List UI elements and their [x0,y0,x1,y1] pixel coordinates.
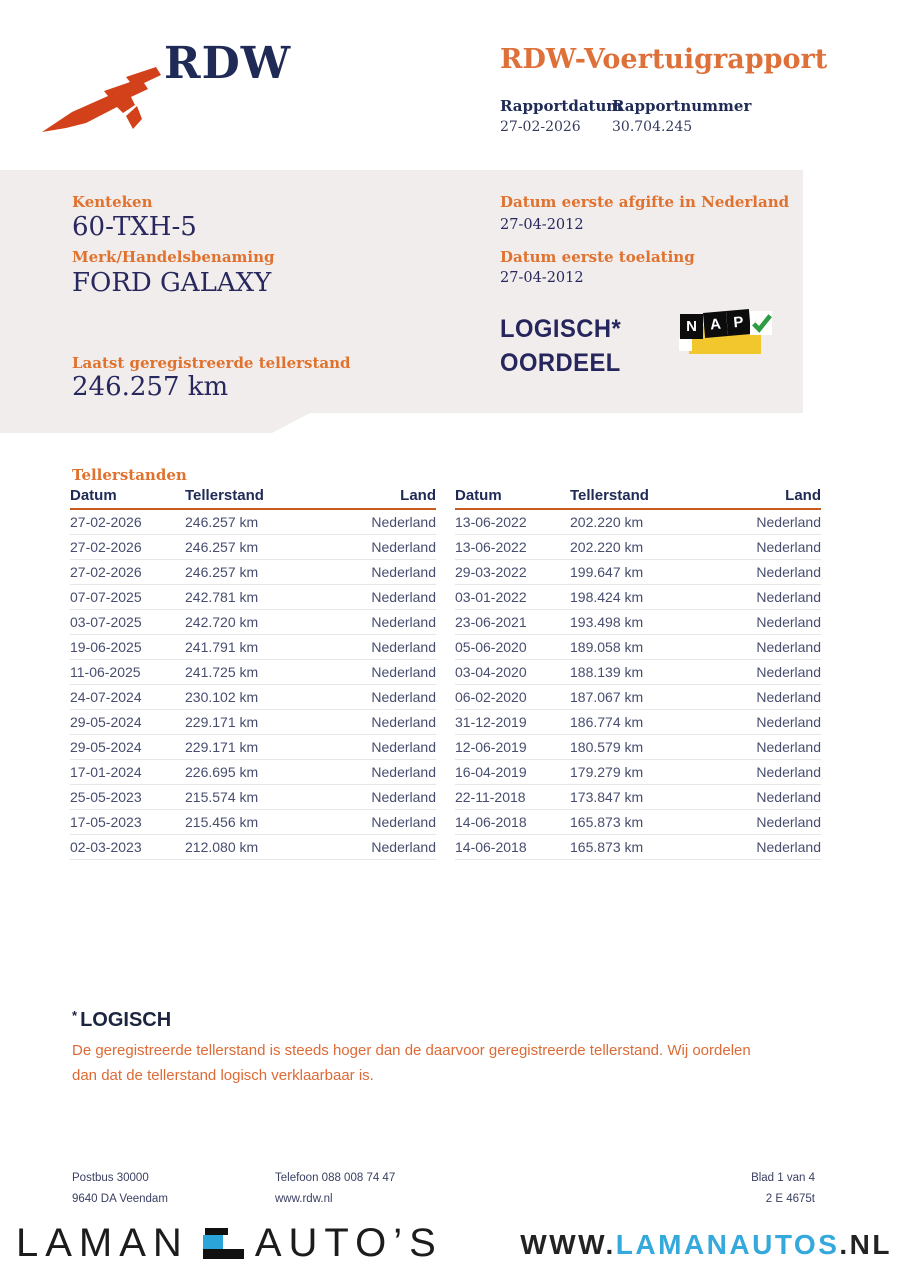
rdw-wordmark: RDW [164,38,292,89]
table-cell: 27-02-2026 [70,514,142,530]
autos-text: AUTO’S [254,1221,443,1265]
table-cell: 24-07-2024 [70,689,142,705]
table-row [70,785,436,810]
logisch-note-text: De geregistreerde tellerstand is steeds hoger dan de daarvoor geregistreerde tellerstand. Wij oordelen dan dat de tellerstand logisch verklaarbaar is. [72,1042,751,1084]
table-header-row [455,487,821,510]
table-cell: 215.574 km [185,789,259,805]
table-cell: 12-06-2019 [455,739,527,755]
table-row [455,510,821,535]
table-cell: Nederland [371,614,436,630]
table-cell: 193.498 km [570,614,644,630]
table-row [70,585,436,610]
table-cell: 27-02-2026 [70,564,142,580]
table-cell: Nederland [371,764,436,780]
table-cell: 05-06-2020 [455,639,527,655]
table-cell: 186.774 km [570,714,644,730]
url-suffix: .NL [839,1229,892,1260]
table-row [70,535,436,560]
table-cell: Nederland [756,789,821,805]
table-cell: 16-04-2019 [455,764,527,780]
report-number-value: 30.704.245 [612,119,693,135]
table-cell: 165.873 km [570,839,644,855]
table-cell: 25-05-2023 [70,789,142,805]
logisch-note-title-text: LOGISCH [80,1009,172,1031]
table-cell: 22-11-2018 [455,789,526,805]
column-header-datum: Datum [70,487,117,504]
oordeel-line2: OORDEEL [500,349,621,377]
table-cell: 180.579 km [570,739,644,755]
kenteken-label: Kenteken [72,193,153,211]
table-row [70,835,436,860]
table-cell: Nederland [371,739,436,755]
table-cell: 202.220 km [570,539,644,555]
table-cell: 202.220 km [570,514,644,530]
table-cell: 226.695 km [185,764,259,780]
table-cell: Nederland [756,589,821,605]
table-cell: Nederland [756,664,821,680]
table-cell: Nederland [371,789,436,805]
footer-city-clipped: 9640 DA Veendam [72,1193,168,1202]
footer-website-clipped: www.rdw.nl [275,1193,333,1202]
table-cell: 31-12-2019 [455,714,527,730]
table-body [70,510,436,860]
column-header-land: Land [785,487,821,504]
table-cell: 242.720 km [185,614,259,630]
table-cell: 246.257 km [185,564,259,580]
table-cell: 241.725 km [185,664,259,680]
laman-mark-blue-square [203,1235,223,1249]
table-cell: Nederland [371,514,436,530]
oordeel-verdict [500,312,621,380]
table-cell: 13-06-2022 [455,539,527,555]
table-cell: 13-06-2022 [455,514,527,530]
table-cell: Nederland [371,639,436,655]
footer-postbus: Postbus 30000 [72,1172,149,1184]
column-header-tellerstand: Tellerstand [185,487,264,504]
table-row [70,685,436,710]
footer-form-code-clipped: 2 E 4675t [765,1193,815,1202]
toelating-label: Datum eerste toelating [500,248,695,266]
table-row [455,760,821,785]
report-number-label: Rapportnummer [612,97,752,115]
table-cell: 03-07-2025 [70,614,142,630]
table-cell: 246.257 km [185,514,259,530]
odometer-table-right [455,487,821,860]
table-cell: 14-06-2018 [455,814,527,830]
table-cell: 215.456 km [185,814,259,830]
table-cell: 14-06-2018 [455,839,527,855]
nap-checkmark-icon [750,311,772,335]
table-cell: Nederland [756,539,821,555]
oordeel-line1: LOGISCH* [500,315,622,343]
table-cell: Nederland [371,839,436,855]
footer-page-number: Blad 1 van 4 [751,1172,815,1184]
table-row [70,510,436,535]
table-cell: 199.647 km [570,564,644,580]
table-cell: 173.847 km [570,789,644,805]
table-cell: 17-05-2023 [70,814,142,830]
table-cell: 189.058 km [570,639,644,655]
table-row [70,560,436,585]
table-cell: 17-01-2024 [70,764,142,780]
table-cell: Nederland [756,514,821,530]
table-cell: Nederland [756,714,821,730]
table-cell: 06-02-2020 [455,689,527,705]
table-cell: Nederland [371,589,436,605]
logisch-note-title [72,1008,171,1032]
table-row [70,710,436,735]
table-cell: 241.791 km [185,639,259,655]
column-header-datum: Datum [455,487,502,504]
toelating-value: 27-04-2012 [500,270,584,286]
laman-mark-bottom-bar [203,1249,244,1259]
table-row [455,835,821,860]
table-row [455,735,821,760]
kenteken-value: 60-TXH-5 [72,212,197,242]
table-cell: Nederland [371,814,436,830]
table-cell: 229.171 km [185,739,259,755]
table-cell: 188.139 km [570,664,644,680]
report-date-label: Rapportdatum [500,97,623,115]
table-row [455,810,821,835]
table-cell: 02-03-2023 [70,839,142,855]
table-cell: 242.781 km [185,589,259,605]
table-cell: 29-05-2024 [70,714,142,730]
table-cell: 11-06-2025 [70,664,141,680]
tellerstand-value: 246.257 km [72,372,229,402]
table-cell: 23-06-2021 [455,614,527,630]
table-cell: Nederland [756,614,821,630]
url-prefix: WWW. [520,1229,616,1260]
table-row [455,610,821,635]
table-row [70,810,436,835]
table-cell: 03-01-2022 [455,589,527,605]
laman-mark-top-bar [205,1228,228,1235]
tellerstand-label: Laatst geregistreerde tellerstand [72,354,351,372]
table-row [455,635,821,660]
table-row [455,585,821,610]
table-row [455,785,821,810]
table-cell: Nederland [756,764,821,780]
table-cell: Nederland [371,714,436,730]
table-row [455,685,821,710]
table-row [70,610,436,635]
table-cell: 29-05-2024 [70,739,142,755]
dealer-banner [0,1205,904,1280]
table-cell: 229.171 km [185,714,259,730]
merk-label: Merk/Handelsbenaming [72,248,275,266]
report-date-value: 27-02-2026 [500,119,581,135]
table-row [455,660,821,685]
table-cell: 27-02-2026 [70,539,142,555]
table-cell: Nederland [756,639,821,655]
table-row [70,760,436,785]
nap-letter-p: P [726,309,751,336]
table-cell: Nederland [756,839,821,855]
nap-logo [679,310,769,360]
footer-telefoon: Telefoon 088 008 74 47 [275,1172,396,1184]
table-row [70,660,436,685]
table-cell: Nederland [756,564,821,580]
table-row [70,635,436,660]
nap-white-square [679,338,692,351]
afgifte-label: Datum eerste afgifte in Nederland [500,193,790,211]
table-row [70,735,436,760]
table-cell: Nederland [371,689,436,705]
table-cell: 19-06-2025 [70,639,142,655]
column-header-tellerstand: Tellerstand [570,487,649,504]
table-cell: 198.424 km [570,589,644,605]
table-cell: 246.257 km [185,539,259,555]
table-row [455,710,821,735]
table-body [455,510,821,860]
table-cell: Nederland [371,564,436,580]
rdw-logo [38,38,292,138]
table-cell: 212.080 km [185,839,259,855]
table-cell: 29-03-2022 [455,564,527,580]
url-domain: LAMANAUTOS [615,1229,840,1260]
column-header-land: Land [400,487,436,504]
laman-text: LAMAN [16,1221,189,1265]
table-cell: 165.873 km [570,814,644,830]
nap-letter-a: A [703,311,728,338]
table-cell: Nederland [756,814,821,830]
nap-letter-n: N [680,314,703,339]
table-cell: Nederland [371,664,436,680]
table-row [455,535,821,560]
table-cell: 179.279 km [570,764,644,780]
table-cell: 03-04-2020 [455,664,527,680]
table-cell: 07-07-2025 [70,589,142,605]
table-cell: Nederland [756,739,821,755]
laman-logo-mark-icon [203,1228,245,1260]
table-cell: 230.102 km [185,689,259,705]
table-cell: 187.067 km [570,689,644,705]
merk-value: FORD GALAXY [72,268,272,298]
odometer-table-left [70,487,436,860]
report-title: RDW-Voertuigrapport [500,44,828,75]
table-header-row [70,487,436,510]
table-cell: Nederland [371,539,436,555]
tellerstanden-title: Tellerstanden [72,466,187,484]
rdw-feather-icon [38,56,164,138]
table-cell: Nederland [756,689,821,705]
afgifte-value: 27-04-2012 [500,217,584,233]
table-row [455,560,821,585]
dealer-website-url [520,1229,892,1261]
laman-autos-logo [16,1221,443,1266]
asterisk: * [72,1008,78,1023]
